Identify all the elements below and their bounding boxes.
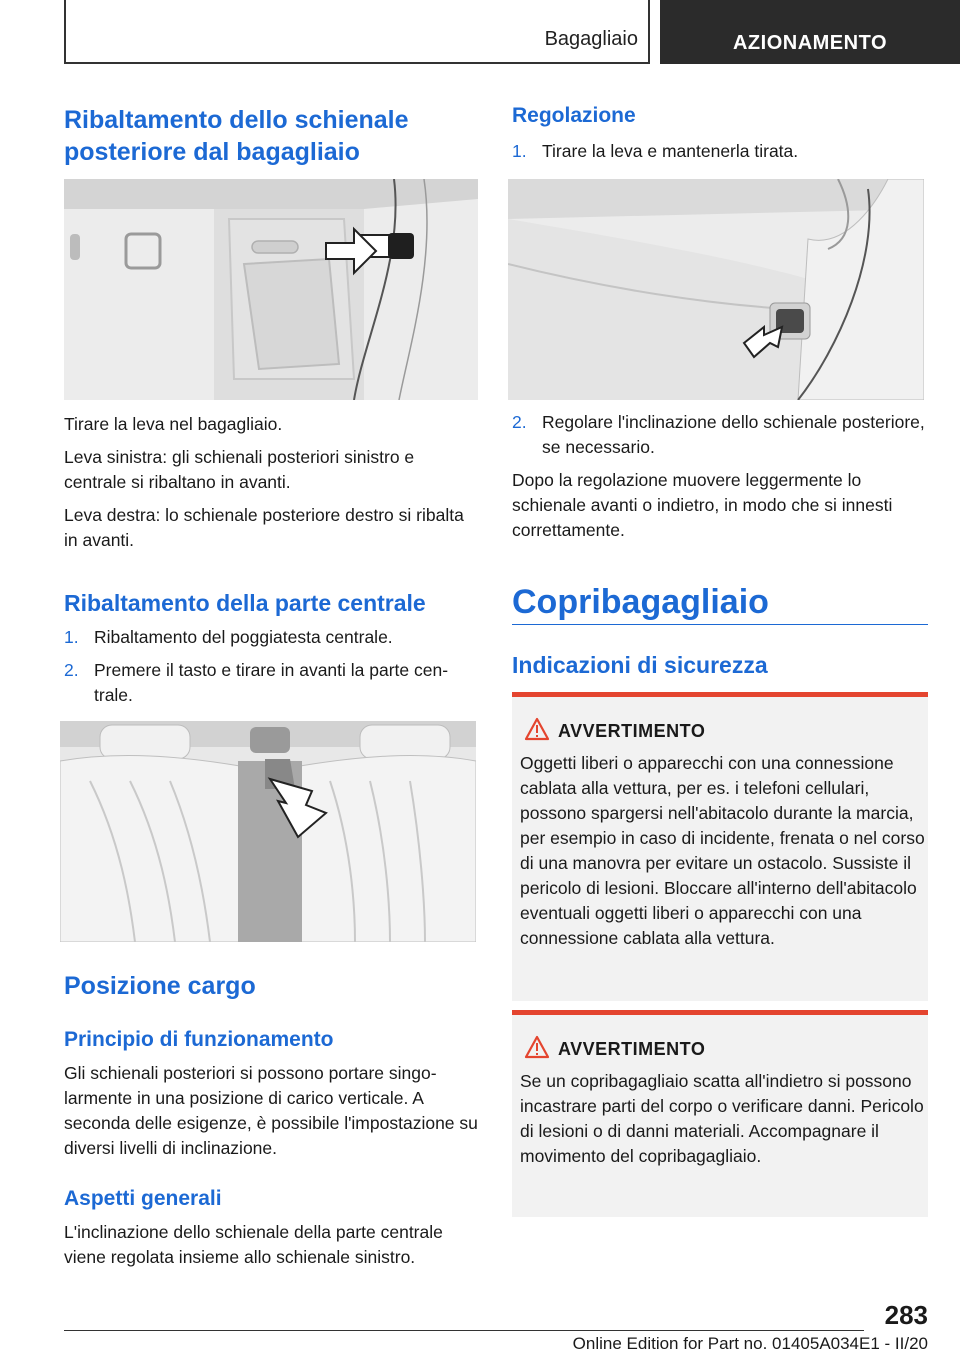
footer-edition: Online Edition for Part no. 01405A034E1 - II/20 xyxy=(572,1334,928,1353)
heading-safety: Indicazioni di sicurezza xyxy=(512,652,768,678)
list-item xyxy=(64,658,478,708)
warning-box xyxy=(512,692,928,1001)
step-text: Tirare la leva e mantenerla tirata. xyxy=(542,141,799,161)
step-number: 2. xyxy=(64,660,79,680)
paragraph-left-lever: Leva sinistra: gli schienali posteriori sinistro e centrale si ribaltano in avanti. xyxy=(64,447,415,492)
page-number: 283 xyxy=(884,1300,928,1330)
header-chapter-tab[interactable]: AZIONAMENTO xyxy=(660,0,960,64)
footer-rule xyxy=(64,1330,864,1331)
step-text: Premere il tasto e tirare in avanti la parte centrale. xyxy=(94,660,449,705)
list-item xyxy=(64,625,478,650)
rear-seat-center-illustration xyxy=(60,721,476,942)
warning-box xyxy=(512,1010,928,1217)
header-left-border xyxy=(64,0,66,64)
paragraph-general: L'inclinazione dello schienale della parte centrale viene regolata insieme allo schienale sinistro. xyxy=(64,1222,443,1267)
heading-principle: Principio di funzionamento xyxy=(64,1028,334,1051)
heading-cargo-position: Posizione cargo xyxy=(64,972,256,1000)
heading-fold-center: Ribaltamento della parte centrale xyxy=(64,590,426,616)
warning-text: Se un copribagagliaio scatta all'indietro si possono incastrare parti del corpo o verificare danni. Pericolo di lesioni o di danni materiali. Accompagnare il movimento del copribagagliaio. xyxy=(520,1071,924,1166)
warning-triangle-icon xyxy=(524,717,550,741)
heading-fold-from-trunk: Ribaltamento dello schienale posteriore dal bagagliaio xyxy=(64,106,409,166)
warning-title: AVVERTIMENTO xyxy=(558,1039,706,1059)
step-number: 1. xyxy=(512,141,527,161)
step-text: Ribaltamento del poggiatesta centrale. xyxy=(94,627,393,647)
paragraph-pull-lever: Tirare la leva nel bagagliaio. xyxy=(64,414,283,434)
paragraph-principle: Gli schienali posteriori si possono portare singolarmente in una posizione di carico verticale. A seconda delle esigenze, è possibile l'impostazione su diversi livelli di inclinazione. xyxy=(64,1063,478,1158)
trunk-lever-illustration xyxy=(64,179,478,400)
list-item xyxy=(512,139,928,164)
backrest-lever-illustration xyxy=(508,179,924,400)
step-number: 2. xyxy=(512,412,527,432)
header-section-title: Bagagliaio xyxy=(544,28,638,50)
step-text: Regolare l'inclinazione dello schienale posteriore, se necessario. xyxy=(542,412,925,457)
paragraph-right-lever: Leva destra: lo schienale posteriore destro si ribalta in avanti. xyxy=(64,505,464,550)
heading-adjustment: Regolazione xyxy=(512,104,636,127)
warning-title: AVVERTIMENTO xyxy=(558,721,706,741)
warning-triangle-icon xyxy=(524,1035,550,1059)
header-bottom-border xyxy=(64,62,650,64)
heading-rule xyxy=(512,624,928,625)
heading-luggage-cover: Copribagagliaio xyxy=(512,583,769,621)
step-number: 1. xyxy=(64,627,79,647)
warning-text: Oggetti liberi o apparecchi con una connessione cablata alla vettura, per es. i telefoni cellulari, possono spargersi nell'abitacolo durante la marcia, per esempio in caso di incidente, frenata o nel corso di una manovra per evitare un ostacolo. Sussiste il pericolo di lesioni. Bloccare all'interno dell'abitacolo eventuali oggetti liberi o apparecchi con una connessione cablata alla vettura. xyxy=(520,753,925,948)
paragraph-after-adjustment: Dopo la regolazione muovere leggermente lo schienale avanti o indietro, in modo che si innesti correttamente. xyxy=(512,470,893,540)
heading-general: Aspetti generali xyxy=(64,1187,222,1210)
list-item xyxy=(512,410,928,460)
header-divider xyxy=(648,0,650,64)
